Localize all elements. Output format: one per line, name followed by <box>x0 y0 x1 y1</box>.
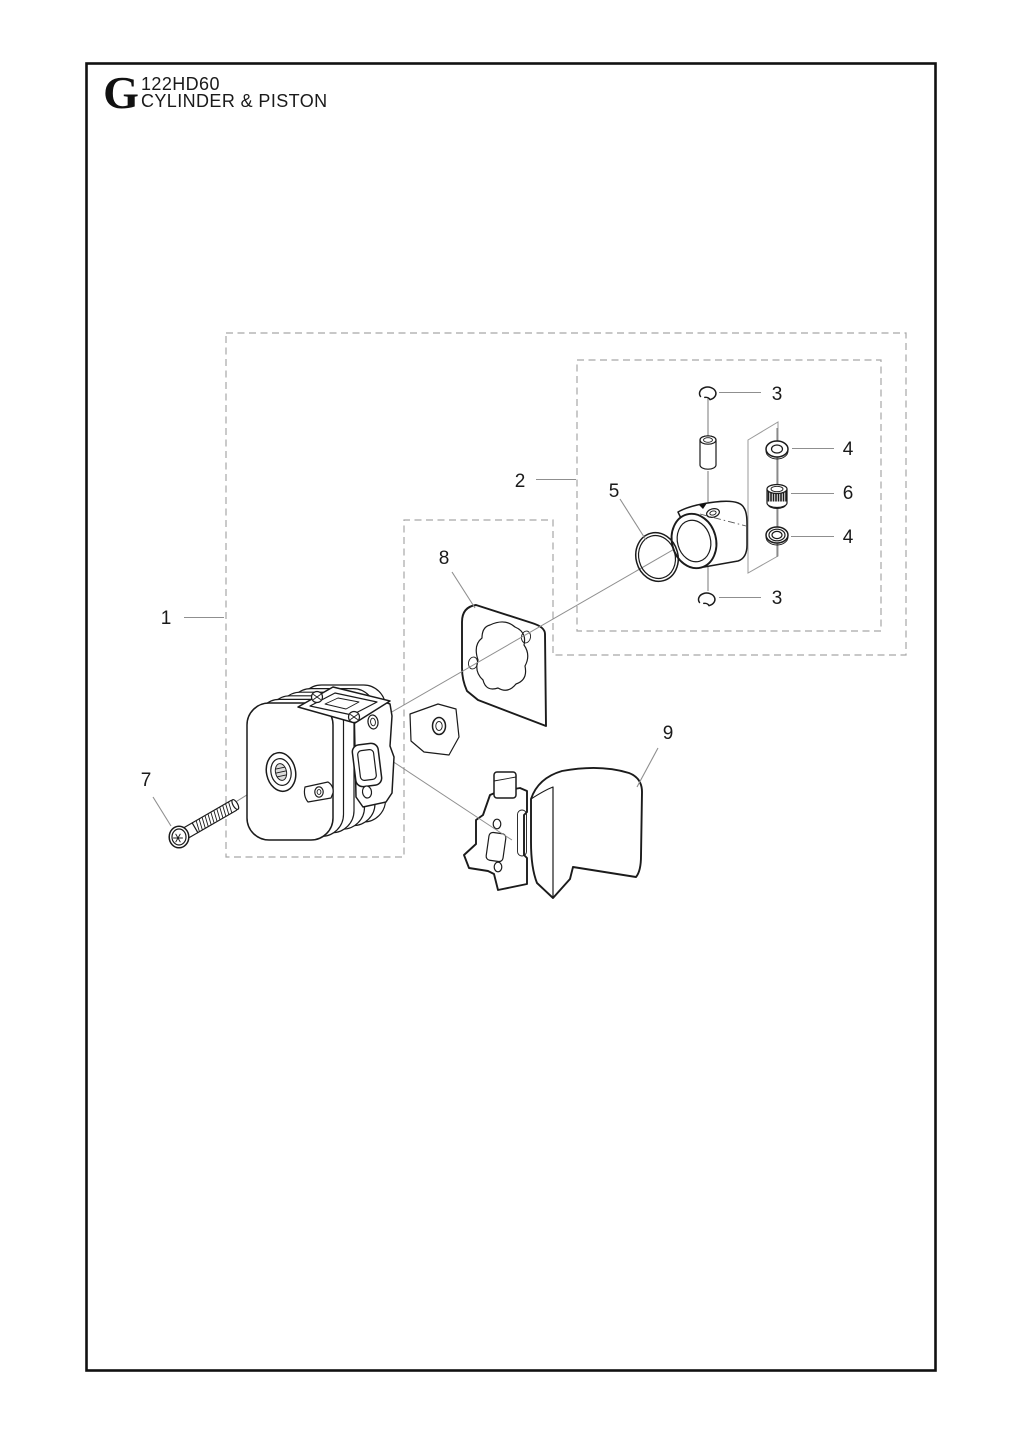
washer-top-drawing <box>766 441 788 459</box>
callout-3-top: 3 <box>771 384 783 405</box>
cylinder-drawing <box>247 685 459 840</box>
callout-3-bottom: 3 <box>771 588 783 609</box>
callout-6: 6 <box>842 483 854 504</box>
callout-4-top: 4 <box>842 439 854 460</box>
callout-1: 1 <box>160 608 172 629</box>
muffler-bracket-drawing <box>464 772 527 890</box>
callout-9: 9 <box>662 723 674 744</box>
callout-8: 8 <box>438 548 450 569</box>
circlip-bottom-drawing <box>699 593 715 606</box>
group-box-piston-kit <box>577 360 881 631</box>
cylinder-cover-drawing <box>531 768 642 898</box>
screw-drawing <box>169 799 240 848</box>
washer-bottom-drawing <box>766 527 788 545</box>
page-border <box>87 64 936 1371</box>
page-title: CYLINDER & PISTON <box>141 91 328 111</box>
section-letter: G <box>103 67 139 118</box>
callout-4-bottom: 4 <box>842 527 854 548</box>
callout-7: 7 <box>140 770 152 791</box>
needle-bearing-drawing <box>767 485 787 509</box>
piston-kit-drawing <box>630 387 788 606</box>
model-number: 122HD60 <box>141 74 220 94</box>
axis-line-cylinder-bracket <box>386 757 498 831</box>
callout-2: 2 <box>514 471 526 492</box>
circlip-top-drawing <box>700 387 716 400</box>
callout-5: 5 <box>608 481 620 502</box>
piston-pin-drawing <box>700 436 716 469</box>
gasket-drawing <box>462 605 546 726</box>
